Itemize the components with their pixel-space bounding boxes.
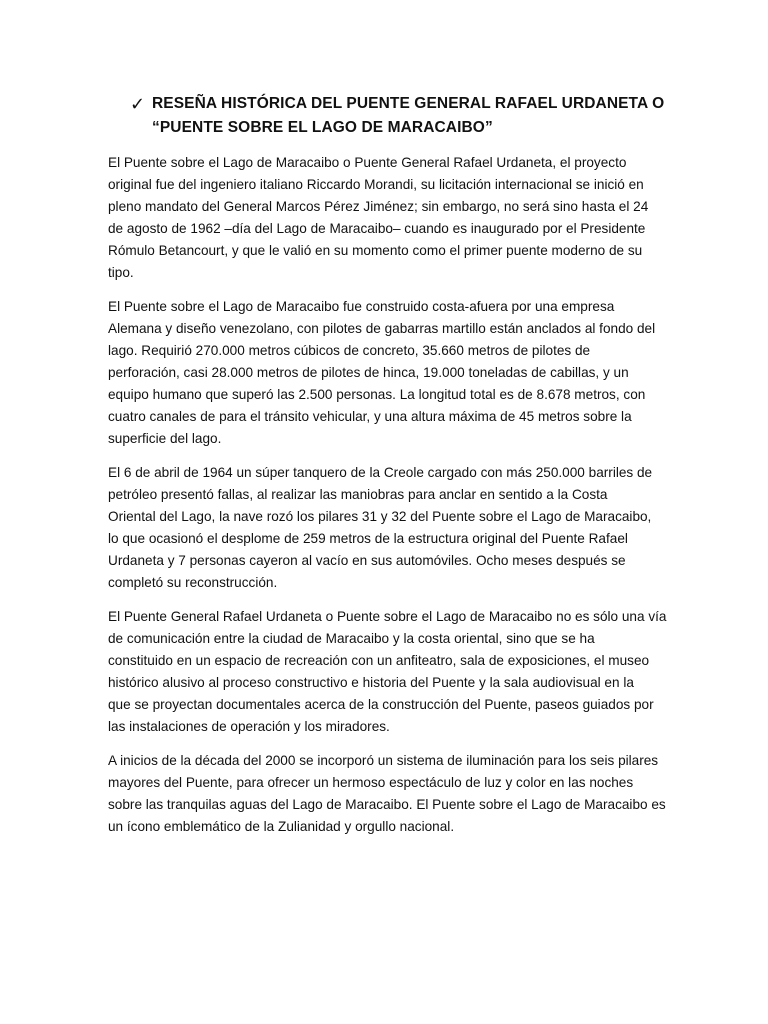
paragraph-line: petróleo presentó fallas, al realizar las maniobras para anclar en sentido a la Costa — [108, 487, 608, 502]
paragraph — [108, 296, 660, 450]
paragraph-line: original fue del ingeniero italiano Riccardo Morandi, su licitación internacional se inició en — [108, 177, 644, 192]
paragraph-line: El Puente sobre el Lago de Maracaibo o Puente General Rafael Urdaneta, el proyecto — [108, 155, 627, 170]
paragraph-line: de agosto de 1962 –día del Lago de Maracaibo– cuando es inaugurado por el Presidente — [108, 221, 646, 236]
paragraph-line: El Puente General Rafael Urdaneta o Puente sobre el Lago de Maracaibo no es sólo una vía — [108, 609, 667, 624]
paragraph-line: Rómulo Betancourt, y que le valió en su momento como el primer puente moderno de su — [108, 243, 643, 258]
paragraph-line: lo que ocasionó el desplome de 259 metros de la estructura original del Puente Rafael — [108, 531, 628, 546]
paragraph-line: tipo. — [108, 265, 134, 280]
paragraph-line: histórico alusivo al proceso constructivo e historia del Puente y la sala audiovisual en la — [108, 675, 634, 690]
heading-line-2: “PUENTE SOBRE EL LAGO DE MARACAIBO” — [152, 119, 493, 136]
heading-title — [152, 92, 664, 140]
paragraph — [108, 462, 660, 594]
paragraph-line: completó su reconstrucción. — [108, 575, 278, 590]
document-body — [108, 152, 667, 850]
checkmark-icon: ✓ — [130, 94, 146, 114]
paragraph-line: que se proyectan documentales acerca de la construcción del Puente, paseos guiados por — [108, 697, 654, 712]
paragraph-line: de comunicación entre la ciudad de Maracaibo y la costa oriental, sino que se ha — [108, 631, 595, 646]
paragraph-line: pleno mandato del General Marcos Pérez Jiménez; sin embargo, no será sino hasta el 24 — [108, 199, 649, 214]
paragraph — [108, 606, 667, 738]
paragraph-line: El Puente sobre el Lago de Maracaibo fue construido costa-afuera por una empresa — [108, 299, 615, 314]
paragraph-line: lago. Requirió 270.000 metros cúbicos de concreto, 35.660 metros de pilotes de — [108, 343, 591, 358]
paragraph-line: superficie del lago. — [108, 431, 222, 446]
paragraph-line: equipo humano que superó las 2.500 personas. La longitud total es de 8.678 metros, con — [108, 387, 646, 402]
paragraph-line: mayores del Puente, para ofrecer un hermoso espectáculo de luz y color en las noches — [108, 775, 634, 790]
paragraph-line: cuatro canales de para el tránsito vehicular, y una altura máxima de 45 metros sobre la — [108, 409, 632, 424]
paragraph-line: El 6 de abril de 1964 un súper tanquero de la Creole cargado con más 250.000 barriles de — [108, 465, 653, 480]
paragraph-line: las instalaciones de operación y los miradores. — [108, 719, 390, 734]
paragraph-line: sobre las tranquilas aguas del Lago de Maracaibo. El Puente sobre el Lago de Maracaibo es — [108, 797, 666, 812]
paragraph — [108, 152, 660, 284]
paragraph-line: Alemana y diseño venezolano, con pilotes de gabarras martillo están anclados al fondo del — [108, 321, 656, 336]
paragraph-line: un ícono emblemático de la Zulianidad y orgullo nacional. — [108, 819, 455, 834]
heading-line-1: RESEÑA HISTÓRICA DEL PUENTE GENERAL RAFAEL URDANETA O — [152, 95, 665, 112]
paragraph — [108, 750, 666, 838]
paragraph-line: A inicios de la década del 2000 se incorporó un sistema de iluminación para los seis pilares — [108, 753, 659, 768]
paragraph-line: Oriental del Lago, la nave rozó los pilares 31 y 32 del Puente sobre el Lago de Maracaibo, — [108, 509, 652, 524]
document-heading — [130, 92, 690, 140]
paragraph-line: perforación, casi 28.000 metros de pilotes de hinca, 19.000 toneladas de cabillas, y un — [108, 365, 629, 380]
paragraph-line: constituido en un espacio de recreación con un anfiteatro, sala de exposiciones, el museo — [108, 653, 650, 668]
paragraph-line: Urdaneta y 7 personas cayeron al vacío en sus automóviles. Ocho meses después se — [108, 553, 626, 568]
